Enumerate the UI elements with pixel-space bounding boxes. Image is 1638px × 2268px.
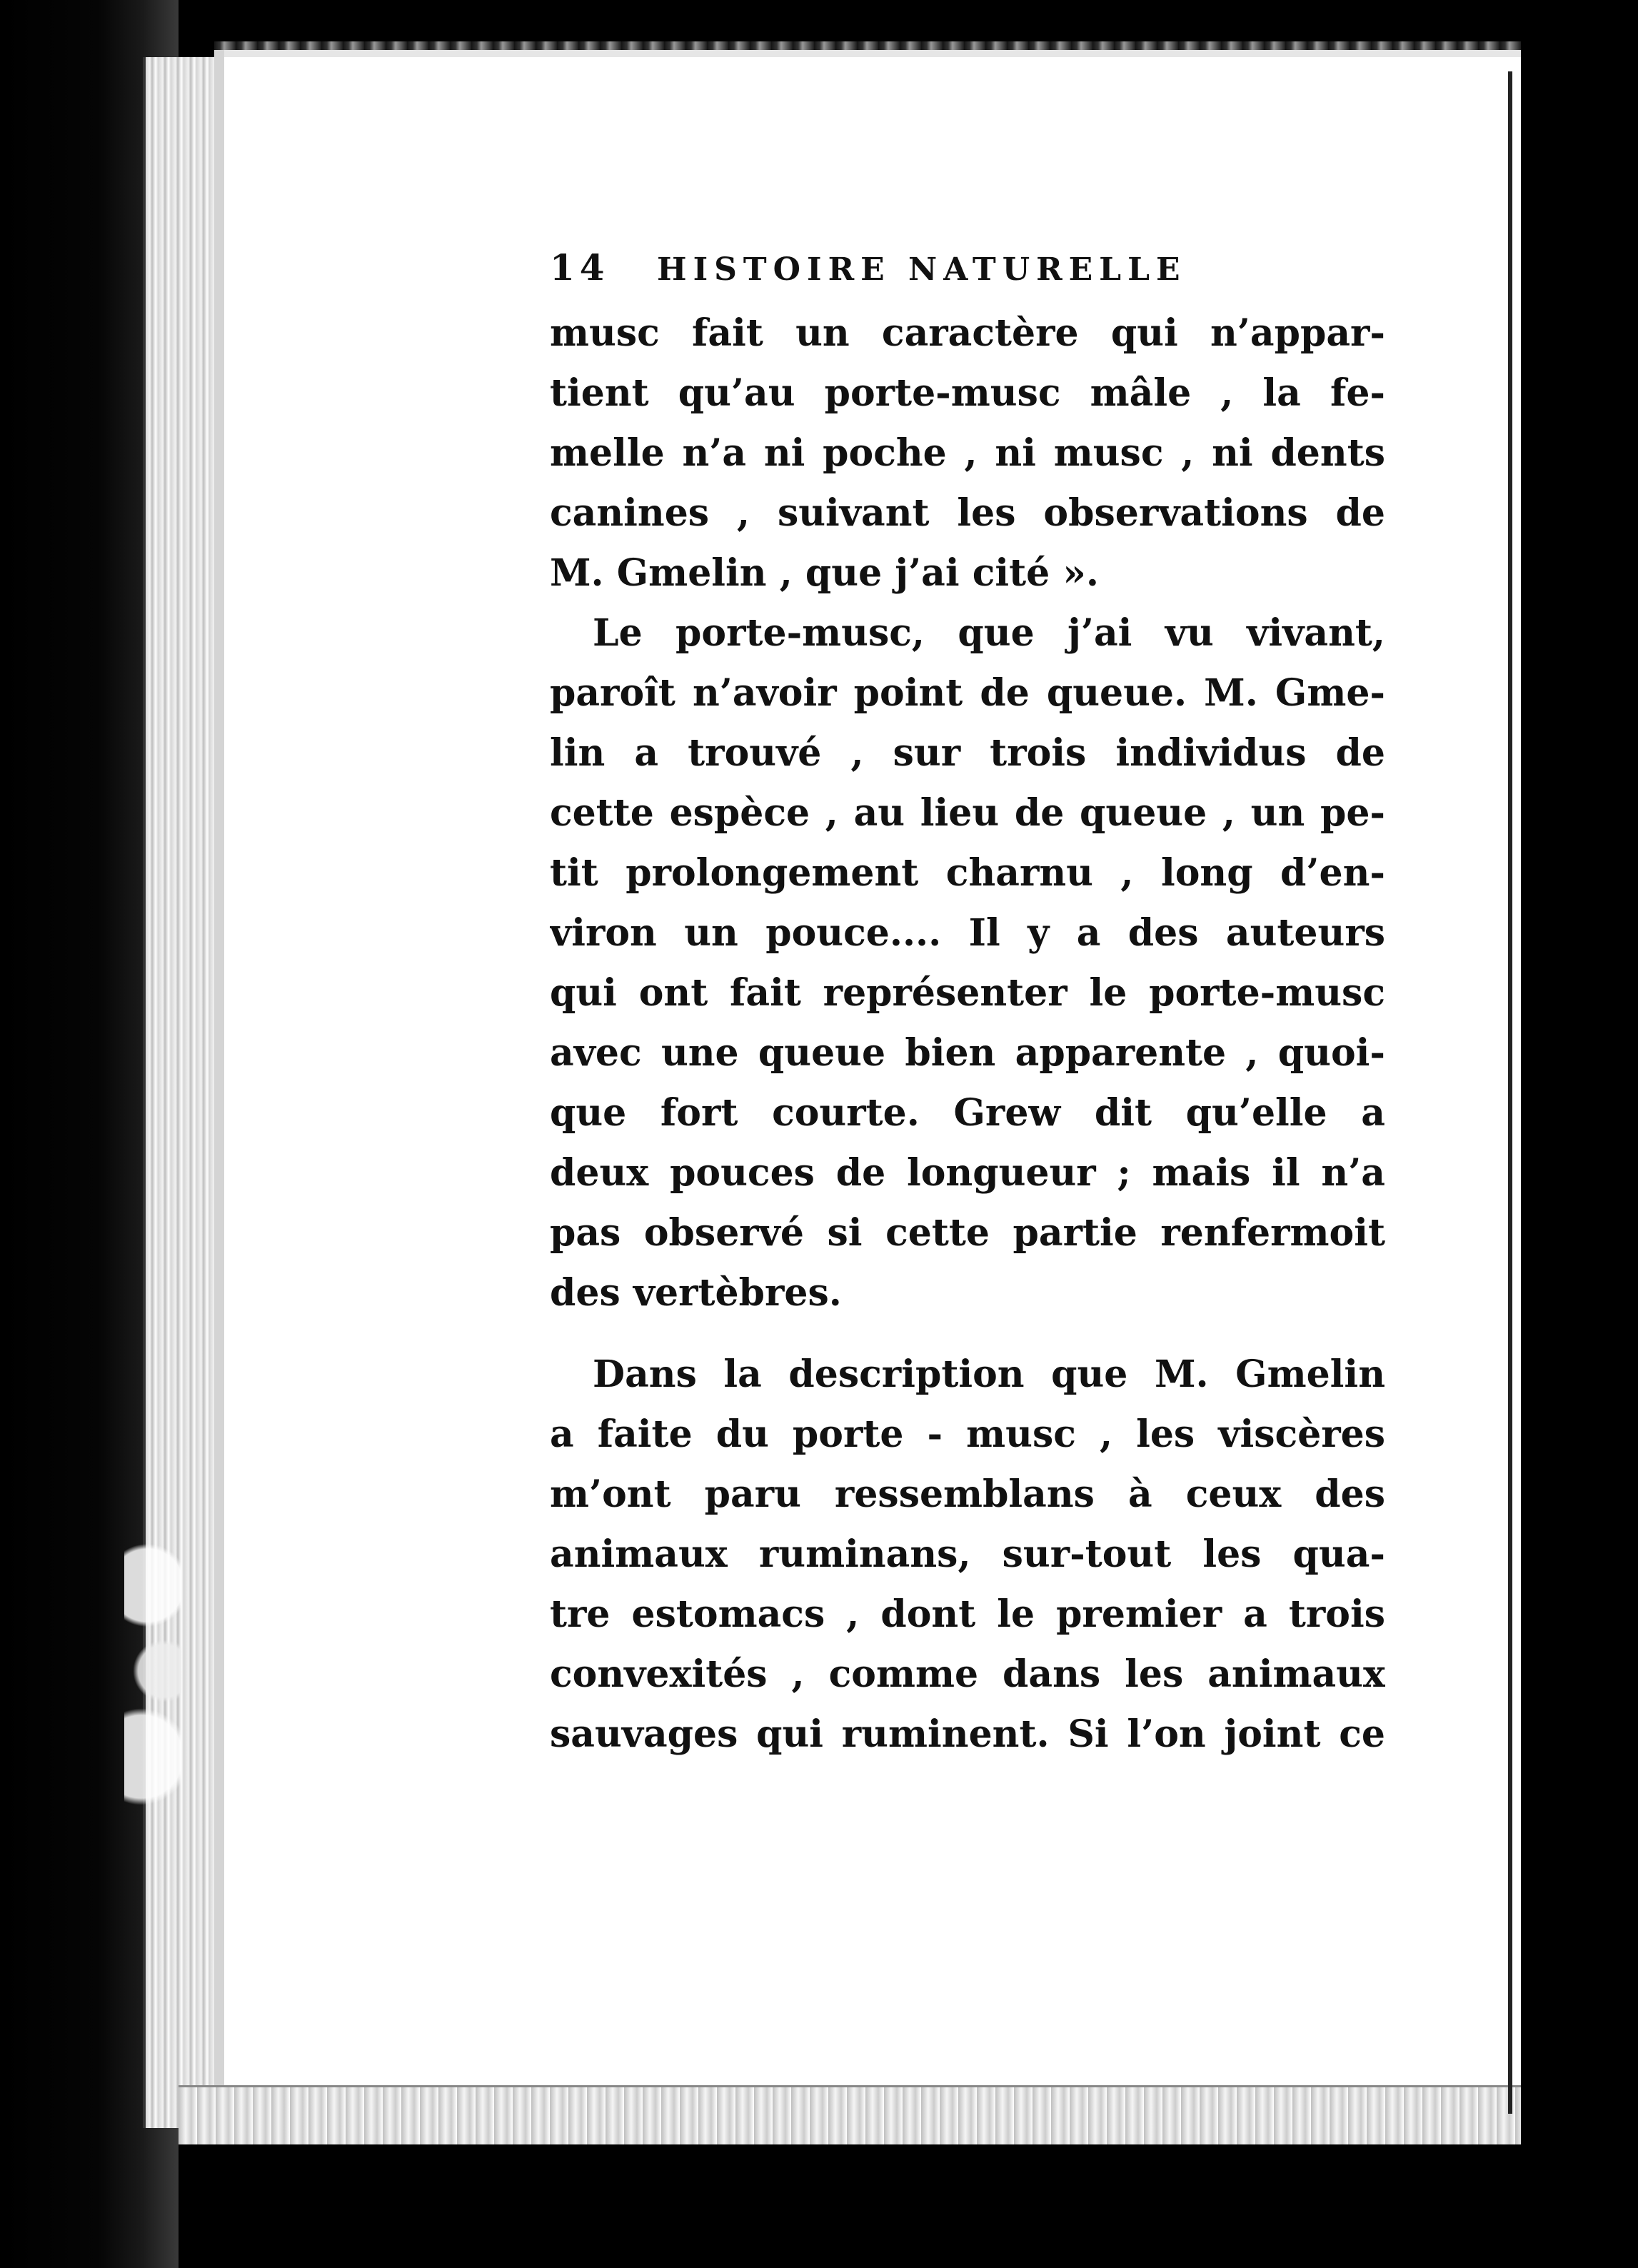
- text-line: cette espèce , au lieu de queue , un pe-: [550, 791, 1385, 835]
- page-right-fold-line: [1508, 71, 1512, 2114]
- paragraph-gap: [550, 1323, 1385, 1345]
- text-line: convexités , comme dans les animaux: [550, 1652, 1385, 1696]
- text-line: Le porte-musc, que j’ai vu vivant,: [593, 611, 1385, 655]
- text-line: Dans la description que M. Gmelin: [593, 1353, 1385, 1396]
- text-line: canines , suivant les observations de: [550, 491, 1385, 535]
- page-number: 14: [550, 246, 610, 288]
- running-title: HISTOIRE NATURELLE: [657, 251, 1187, 288]
- page-bottom-edge: [179, 2085, 1521, 2144]
- text-line: tre estomacs , dont le premier a trois: [550, 1592, 1385, 1636]
- page-header: [550, 246, 1385, 303]
- text-line: avec une queue bien apparente , quoi-: [550, 1031, 1385, 1075]
- text-line: que fort courte. Grew dit qu’elle a: [550, 1091, 1385, 1135]
- text-line: pas observé si cette partie renfermoit: [550, 1211, 1385, 1255]
- text-line: m’ont paru ressemblans à ceux des: [550, 1472, 1385, 1516]
- text-line: tit prolongement charnu , long d’en-: [550, 851, 1385, 895]
- text-line: musc fait un caractère qui n’appar-: [550, 311, 1385, 355]
- text-line: lin a trouvé , sur trois individus de: [550, 731, 1385, 775]
- text-block: [550, 246, 1385, 1765]
- text-line: deux pouces de longueur ; mais il n’a: [550, 1151, 1385, 1195]
- right-dark-margin: [1521, 0, 1638, 2268]
- text-line: tient qu’au porte-musc mâle , la fe-: [550, 371, 1385, 415]
- text-line: sauvages qui ruminent. Si l’on joint ce: [550, 1712, 1385, 1756]
- text-line: qui ont fait représenter le porte-musc: [550, 971, 1385, 1015]
- text-line: paroît n’avoir point de queue. M. Gme-: [550, 671, 1385, 715]
- paragraph: [550, 603, 1385, 1323]
- text-line: melle n’a ni poche , ni musc , ni dents: [550, 431, 1385, 475]
- text-line: des vertèbres.: [550, 1271, 842, 1315]
- text-line: a faite du porte - musc , les viscères: [550, 1413, 1385, 1456]
- paragraph: [550, 1345, 1385, 1765]
- text-line: M. Gmelin , que j’ai cité ».: [550, 551, 1099, 595]
- text-line: animaux ruminans, sur-tout les qua-: [550, 1532, 1385, 1576]
- paragraph: [550, 303, 1385, 603]
- text-line: viron un pouce.... Il y a des auteurs: [550, 911, 1385, 955]
